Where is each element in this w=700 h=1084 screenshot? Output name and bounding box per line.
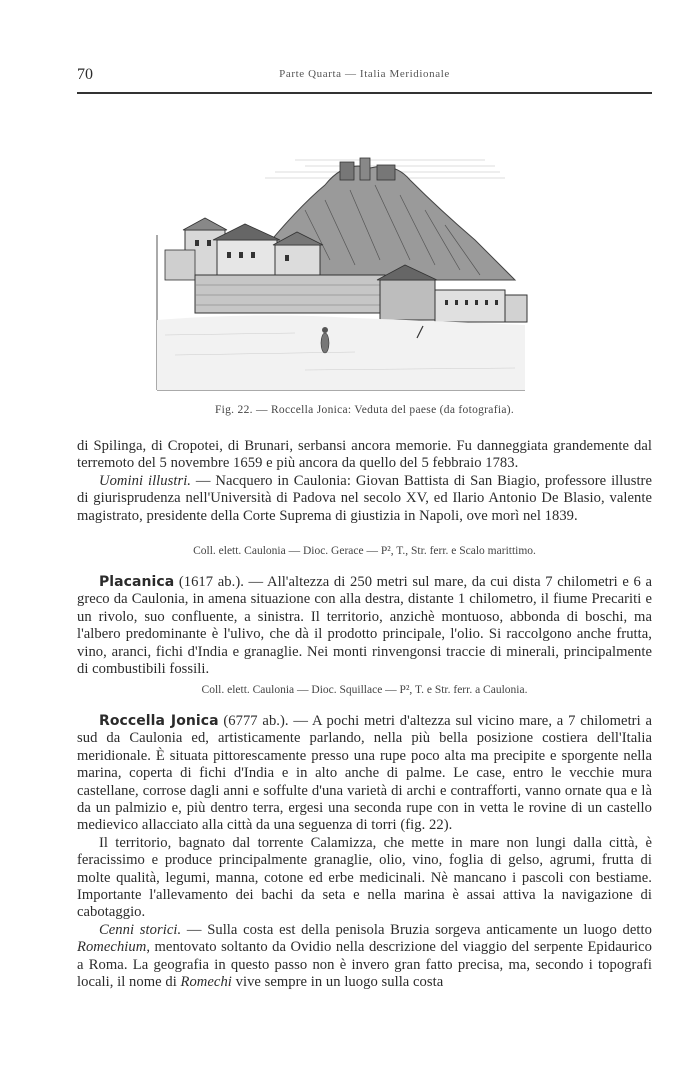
placanica-text: (1617 ab.). — All'altezza di 250 metri sul mare, da cui dista 7 chilometri e 6 a greco da Caulonia, in amena situazione con alla destra, distante 1 chilometro, il fiume Precariti e un rivolo, suo confluente, a sinistra. Il territorio, anzichè montuoso, abbonda di boschi, ma l'albero predominante è l'ulivo, che dà il prodotto principale, l'olio. Si raccolgono anche frutta, vino, aranci, fichi d'India e granaglie. Nei monti rinvengonsi traccie di minerali, principalmente di combustibili fossili. [77,574,652,678]
figure-caption: Fig. 22. — Roccella Jonica: Veduta del paese (da fotografia). [214,404,515,416]
figure-engraving [155,140,530,398]
placanica-coll-line: Coll. elett. Caulonia — Dioc. Squillace — P², T. e Str. ferr. a Caulonia. [201,684,528,696]
continuation-paragraph: di Spilinga, di Cropotei, di Brunari, serbansi ancora memorie. Fu danneggiata grandemente dal terremoto del 5 novembre 1659 e più ancora da quello del 5 febbraio 1783. [77,438,652,472]
continuation-block [77,438,652,525]
page-number: 70 [77,66,93,83]
illustri-paragraph [77,473,652,525]
cenni-text-b: , mentovato soltanto da Ovidio nella descrizione del viaggio del serpente Epidaurico a Roma. La geografia in questo passo non è invero gran fatto precisa, ma, secondo i topografi locali, il nome di [77,939,652,991]
romechi-term: Romechi [180,974,232,991]
running-title: Parte Quarta — Italia Meridionale [279,68,450,80]
caulonia-coll-line: Coll. elett. Caulonia — Dioc. Gerace — P², T., Str. ferr. e Scalo marittimo. [193,545,536,557]
roccella-block [77,713,652,992]
illustri-text: — Nacquero in Caulonia: Giovan Battista di San Biagio, professore illustre di giurisprudenza nell'Università di Padova nel secolo XV, ed Ilario Antonio De Blasio, valente magistrato, presidente della Corte Suprema di giustizia in Napoli, ove morì nel 1839. [77,472,652,524]
roccella-paragraph [77,713,652,835]
territorio-paragraph: Il territorio, bagnato dal torrente Calamizza, che mette in mare non lungi dalla città, è feracissimo e produce principalmente granaglie, olio, vino, foglia di gelso, agrumi, frutta di molte qualità, legumi, manna, cotone ed erbe medicinali. Nè mancano i pascoli con bestiame. Importante l'allevamento dei bachi da seta e nella marina è assai attiva la navigazione di cabotaggio. [77,834,652,921]
roccella-text: (6777 ab.). — A pochi metri d'altezza sul vicino mare, a 7 chilometri a sud da Caulonia ed, artisticamente parlando, nella più bella posizione costiera dell'Italia meridionale. È situata pittorescamente presso una rupe poco alta ma precipite e sporgente nella marina, coperta di fichi d'India e in alto anche di palme. Le case, entro le vecchie mura castellane, corrose dagli anni e soffulte d'una varietà di archi e contrafforti, vanno ornate qua e là da un palmizio e, più dentro terra, ergesi una seconda rupe con in vetta le rovine di un castello medievico allacciato alla città da una seguenza di torri (fig. 22). [77,713,653,834]
romechium-term: Romechium [77,939,147,956]
town-engraving-illustration [155,140,530,398]
cenni-paragraph [77,922,652,992]
roccella-name: Roccella Jonica [99,713,219,729]
cenni-text-c: vive sempre in un luogo sulla costa [231,974,444,991]
placanica-name: Placanica [99,574,175,590]
page-header [77,66,652,88]
header-rule [77,92,652,94]
cenni-label: Cenni storici. [99,921,182,938]
placanica-paragraph [77,574,652,678]
placanica-block [77,574,652,678]
illustri-label: Uomini illustri. [99,472,191,489]
cenni-text-a: — Sulla costa est della penisola Bruzia sorgeva anticamente un luogo detto [181,921,652,938]
